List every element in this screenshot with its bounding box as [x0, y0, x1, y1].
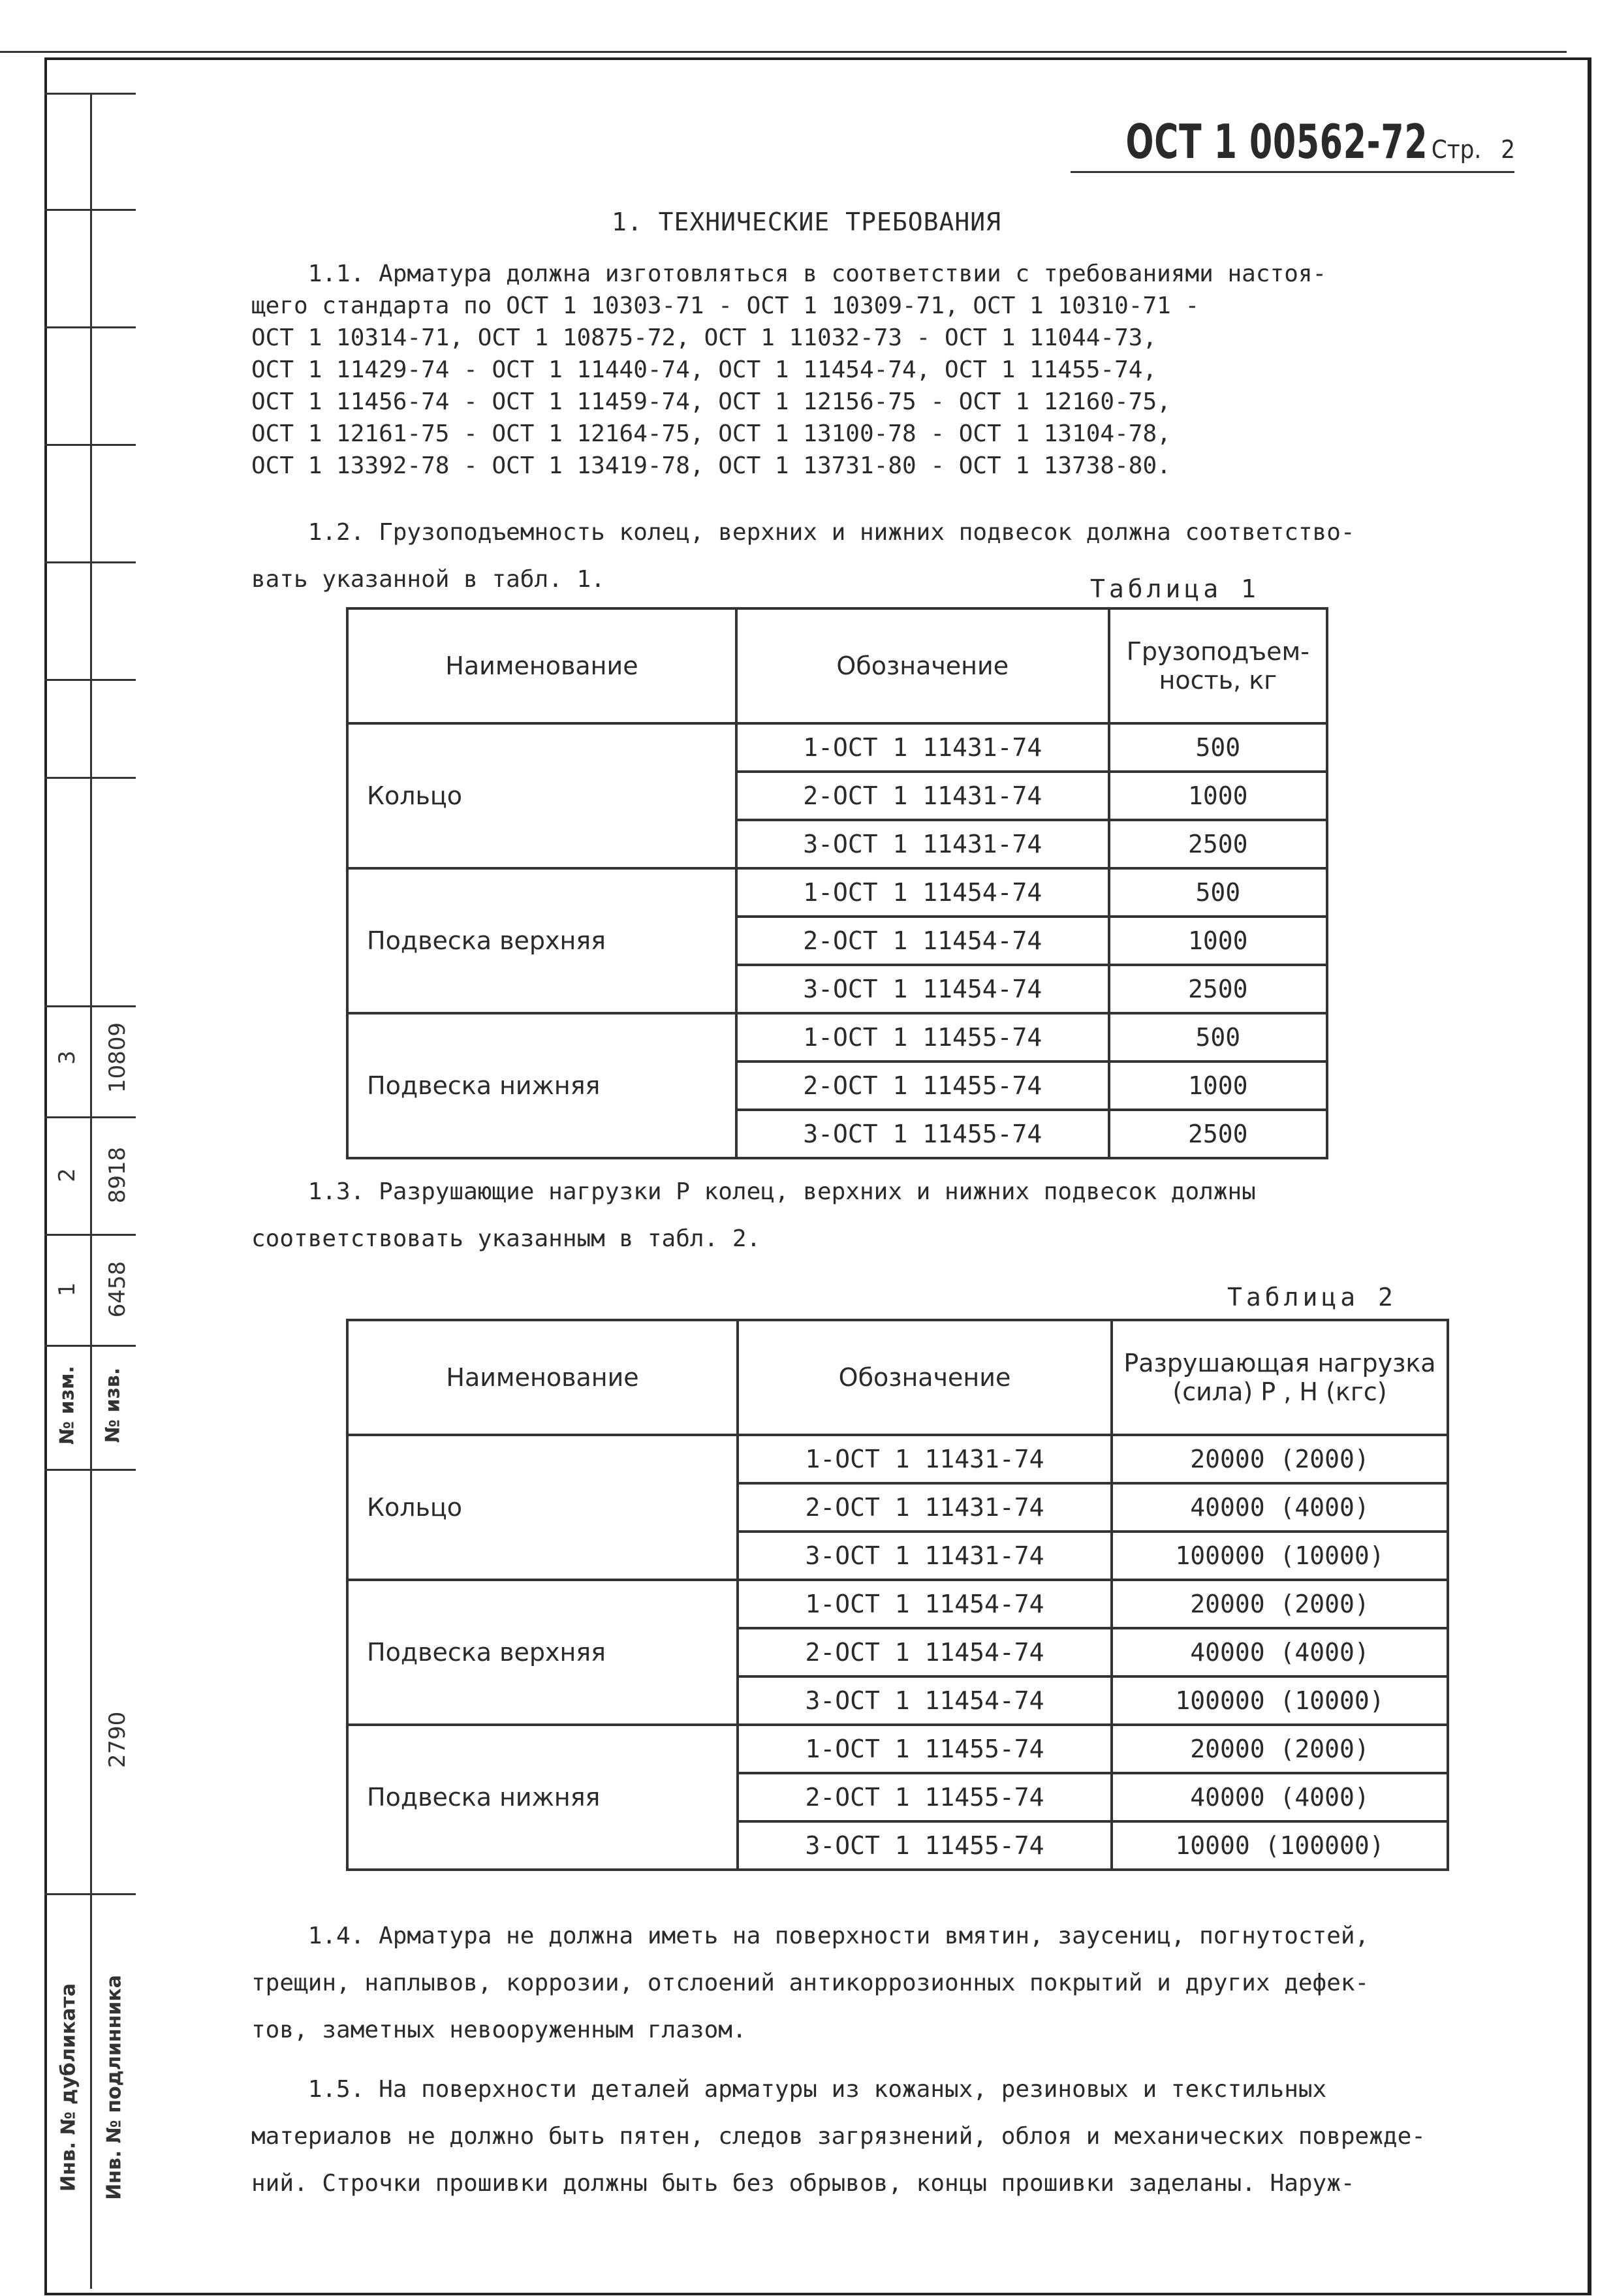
table-row: [347, 723, 1327, 772]
table-row: [347, 1580, 1448, 1628]
table1-caption: Таблица 1: [1090, 574, 1260, 603]
designation-cell: 3-ОСТ 1 11431-74: [736, 820, 1109, 868]
margin-line: [44, 1116, 136, 1118]
designation-cell: 3-ОСТ 1 11454-74: [738, 1676, 1112, 1725]
margin-line: [44, 561, 136, 563]
standard-code: ОСТ 1 00562-72: [1125, 114, 1428, 169]
designation-cell: 3-ОСТ 1 11454-74: [736, 965, 1109, 1013]
value-cell: 1000: [1109, 917, 1327, 965]
label-inv-original: Инв. № подлинника: [102, 1975, 126, 2200]
margin-line: [44, 1893, 136, 1895]
item-name-cell: Кольцо: [347, 723, 736, 868]
table-1: [346, 607, 1328, 1159]
value-cell: 100000 (10000): [1112, 1532, 1448, 1580]
designation-cell: 2-ОСТ 1 11454-74: [736, 917, 1109, 965]
designation-cell: 3-ОСТ 1 11431-74: [738, 1532, 1112, 1580]
margin-divider: [90, 93, 92, 2289]
designation-cell: 3-ОСТ 1 11455-74: [736, 1110, 1109, 1158]
designation-cell: 1-ОСТ 1 11455-74: [736, 1013, 1109, 1062]
page-number: 2: [1501, 135, 1515, 164]
designation-cell: 2-ОСТ 1 11431-74: [738, 1483, 1112, 1532]
paragraph-1-5: 1.5. На поверхности деталей арматуры из кожаных, резиновых и текстильных материалов не должно быть пятен, следов загрязнений, облоя и механических поврежде- ний. Строчки прошивки должны быть без обрывов, концы прошивки заделаны. Наруж-: [251, 2076, 1426, 2197]
designation-cell: 1-ОСТ 1 11454-74: [738, 1580, 1112, 1628]
value-cell: 40000 (4000): [1112, 1628, 1448, 1676]
paragraph-1-2: 1.2. Грузоподъемность колец, верхних и нижних подвесок должна соответство- вать указанной в табл. 1.: [251, 519, 1355, 593]
value-cell: 20000 (2000): [1112, 1725, 1448, 1773]
doc-num-8918: 8918: [104, 1146, 131, 1204]
margin-line: [44, 444, 136, 446]
value-cell: 20000 (2000): [1112, 1435, 1448, 1483]
table-2: [346, 1319, 1449, 1871]
value-cell: 20000 (2000): [1112, 1580, 1448, 1628]
value-cell: 500: [1109, 723, 1327, 772]
page-label: Стр.: [1431, 135, 1482, 164]
item-name-cell: Подвеска верхняя: [347, 868, 736, 1013]
header-underline: [1071, 171, 1514, 173]
value-cell: 500: [1109, 1013, 1327, 1062]
doc-num-10809: 10809: [104, 1022, 131, 1093]
top-border-line: [0, 51, 1567, 53]
value-cell: 2500: [1109, 820, 1327, 868]
table2-caption: Таблица 2: [1227, 1283, 1397, 1312]
table-row: [347, 1725, 1448, 1773]
table-row: [347, 868, 1327, 917]
margin-line: [44, 1469, 136, 1471]
margin-line: [44, 1005, 136, 1007]
margin-line: [44, 777, 136, 779]
paragraph-1-4: 1.4. Арматура не должна иметь на поверхности вмятин, заусениц, погнутостей, трещин, наплывов, коррозии, отслоений антикоррозионных покрытий и других дефек- тов, заметных невооруженным глазом.: [251, 1923, 1370, 2043]
margin-line: [44, 93, 136, 95]
value-cell: 40000 (4000): [1112, 1483, 1448, 1532]
item-name-cell: Кольцо: [347, 1435, 738, 1580]
margin-line: [44, 1234, 136, 1236]
value-cell: 1000: [1109, 1062, 1327, 1110]
designation-cell: 2-ОСТ 1 11454-74: [738, 1628, 1112, 1676]
table-header-cell: Разрушающая нагрузка (сила) P , Н (кгс): [1112, 1320, 1448, 1435]
change-num-1: 1: [54, 1282, 80, 1297]
table-header-cell: Наименование: [347, 1320, 738, 1435]
designation-cell: 2-ОСТ 1 11455-74: [738, 1773, 1112, 1821]
item-name-cell: Подвеска нижняя: [347, 1013, 736, 1158]
designation-cell: 3-ОСТ 1 11455-74: [738, 1821, 1112, 1870]
designation-cell: 2-ОСТ 1 11431-74: [736, 772, 1109, 820]
table-header-cell: Обозначение: [736, 608, 1109, 723]
value-cell: 2500: [1109, 965, 1327, 1013]
section-title: 1. ТЕХНИЧЕСКИЕ ТРЕБОВАНИЯ: [612, 208, 1001, 236]
table-header-cell: Грузоподъем- ность, кг: [1109, 608, 1327, 723]
designation-cell: 1-ОСТ 1 11454-74: [736, 868, 1109, 917]
value-cell: 10000 (100000): [1112, 1821, 1448, 1870]
designation-cell: 2-ОСТ 1 11455-74: [736, 1062, 1109, 1110]
change-num-3: 3: [54, 1050, 80, 1065]
label-change-num: № изм.: [55, 1366, 79, 1445]
label-inv-duplicate: Инв. № дубликата: [57, 1983, 80, 2192]
value-cell: 2500: [1109, 1110, 1327, 1158]
label-doc-num: № изв.: [101, 1367, 125, 1443]
table-row: [347, 1013, 1327, 1062]
item-name-cell: Подвеска нижняя: [347, 1725, 738, 1870]
table-row: [347, 1435, 1448, 1483]
doc-num-6458: 6458: [104, 1261, 131, 1318]
doc-header: [1041, 114, 1515, 169]
paragraph-1-3: 1.3. Разрушающие нагрузки Р колец, верхних и нижних подвесок должны соответствовать указанным в табл. 2.: [251, 1178, 1256, 1252]
margin-line: [44, 1345, 136, 1347]
paragraph-1-1: 1.1. Арматура должна изготовляться в соответствии с требованиями настоя- щего стандарта по ОСТ 1 10303-71 - ОСТ 1 10309-71, ОСТ 1 10310-71 - ОСТ 1 10314-71, ОСТ 1 10875-72, ОСТ 1 11032-73 - ОСТ 1 11044-73, ОСТ 1 11429-74 - ОСТ 1 11440-74, ОСТ 1 11454-74, ОСТ 1 11455-74, ОСТ 1 11456-74 - ОСТ 1 11459-74, ОСТ 1 12156-75 - ОСТ 1 12160-75, ОСТ 1 12161-75 - ОСТ 1 12164-75, ОСТ 1 13100-78 - ОСТ 1 13104-78, ОСТ 1 13392-78 - ОСТ 1 13419-78, ОСТ 1 13731-80 - ОСТ 1 13738-80.: [251, 260, 1327, 479]
designation-cell: 1-ОСТ 1 11431-74: [738, 1435, 1112, 1483]
designation-cell: 1-ОСТ 1 11455-74: [738, 1725, 1112, 1773]
item-name-cell: Подвеска верхняя: [347, 1580, 738, 1725]
value-cell: 500: [1109, 868, 1327, 917]
designation-cell: 1-ОСТ 1 11431-74: [736, 723, 1109, 772]
value-cell: 100000 (10000): [1112, 1676, 1448, 1725]
value-cell: 1000: [1109, 772, 1327, 820]
margin-line: [44, 326, 136, 328]
table-header-cell: Обозначение: [738, 1320, 1112, 1435]
value-cell: 40000 (4000): [1112, 1773, 1448, 1821]
inv-original-value: 2790: [104, 1711, 131, 1769]
table-header-cell: Наименование: [347, 608, 736, 723]
margin-line: [44, 679, 136, 681]
change-num-2: 2: [54, 1168, 80, 1182]
